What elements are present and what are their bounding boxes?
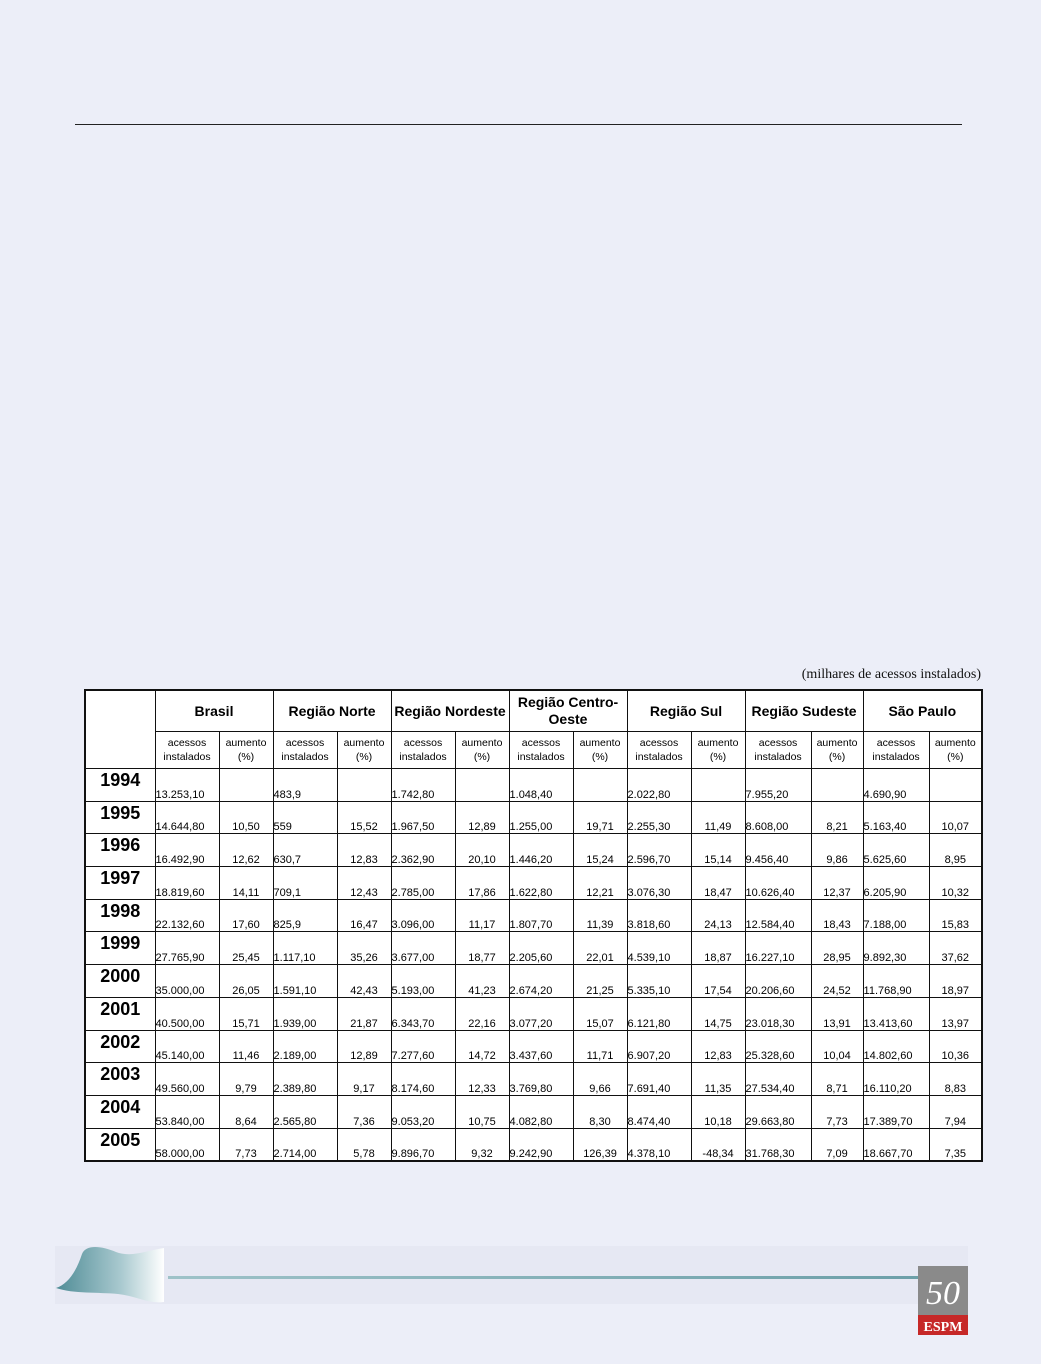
aumento-cell: 11,49 bbox=[691, 801, 745, 834]
aumento-cell: 15,71 bbox=[219, 997, 273, 1030]
aumento-cell: 21,25 bbox=[573, 965, 627, 998]
acessos-cell: 45.140,00 bbox=[155, 1030, 219, 1063]
logo-text: ESPM bbox=[923, 1320, 963, 1335]
aumento-cell: 10,07 bbox=[929, 801, 982, 834]
table-row bbox=[85, 965, 982, 998]
aumento-cell: 12,89 bbox=[337, 1030, 391, 1063]
aumento-cell: 17,86 bbox=[455, 867, 509, 900]
aumento-cell: 12,83 bbox=[691, 1030, 745, 1063]
footer-wave-icon bbox=[52, 1244, 168, 1306]
acessos-cell: 8.608,00 bbox=[745, 801, 811, 834]
table-row bbox=[85, 1063, 982, 1096]
subheader-acessos: acessos instalados bbox=[273, 732, 337, 769]
acessos-cell: 5.335,10 bbox=[627, 965, 691, 998]
acessos-cell: 4.539,10 bbox=[627, 932, 691, 965]
subheader-acessos: acessos instalados bbox=[627, 732, 691, 769]
table-row bbox=[85, 834, 982, 867]
acessos-cell: 27.534,40 bbox=[745, 1063, 811, 1096]
aumento-cell bbox=[455, 769, 509, 802]
aumento-cell: 26,05 bbox=[219, 965, 273, 998]
aumento-cell: 35,26 bbox=[337, 932, 391, 965]
acessos-cell: 709,1 bbox=[273, 867, 337, 900]
acessos-cell: 7.188,00 bbox=[863, 899, 929, 932]
region-header-row bbox=[85, 690, 982, 732]
year-cell: 1995 bbox=[85, 801, 155, 834]
aumento-cell: 22,01 bbox=[573, 932, 627, 965]
aumento-cell: 18,47 bbox=[691, 867, 745, 900]
acessos-cell: 16.492,90 bbox=[155, 834, 219, 867]
aumento-cell bbox=[811, 769, 863, 802]
aumento-cell: 7,35 bbox=[929, 1128, 982, 1161]
region-header: Região Sudeste bbox=[745, 690, 863, 732]
aumento-cell: 12,62 bbox=[219, 834, 273, 867]
acessos-cell: 4.378,10 bbox=[627, 1128, 691, 1161]
acessos-cell: 3.818,60 bbox=[627, 899, 691, 932]
subheader-aumento: aumento (%) bbox=[929, 732, 982, 769]
footer-band bbox=[55, 1246, 968, 1304]
acessos-cell: 1.939,00 bbox=[273, 997, 337, 1030]
acessos-cell: 14.802,60 bbox=[863, 1030, 929, 1063]
telephone-access-table bbox=[84, 689, 983, 1162]
year-cell: 1997 bbox=[85, 867, 155, 900]
acessos-cell: 7.277,60 bbox=[391, 1030, 455, 1063]
table-row bbox=[85, 1128, 982, 1161]
aumento-cell bbox=[573, 769, 627, 802]
aumento-cell: 8,30 bbox=[573, 1095, 627, 1128]
table-row bbox=[85, 769, 982, 802]
acessos-cell: 1.446,20 bbox=[509, 834, 573, 867]
aumento-cell: 8,71 bbox=[811, 1063, 863, 1096]
aumento-cell: 15,24 bbox=[573, 834, 627, 867]
aumento-cell: 126,39 bbox=[573, 1128, 627, 1161]
aumento-cell: 22,16 bbox=[455, 997, 509, 1030]
subheader-aumento: aumento (%) bbox=[455, 732, 509, 769]
aumento-cell: 7,94 bbox=[929, 1095, 982, 1128]
aumento-cell: 17,60 bbox=[219, 899, 273, 932]
region-header: Região Sul bbox=[627, 690, 745, 732]
acessos-cell: 18.819,60 bbox=[155, 867, 219, 900]
aumento-cell: 18,87 bbox=[691, 932, 745, 965]
subheader-acessos: acessos instalados bbox=[391, 732, 455, 769]
table-row bbox=[85, 997, 982, 1030]
aumento-cell: 8,21 bbox=[811, 801, 863, 834]
table-row bbox=[85, 899, 982, 932]
acessos-cell: 2.674,20 bbox=[509, 965, 573, 998]
region-header: Região Centro-Oeste bbox=[509, 690, 627, 732]
aumento-cell: 8,95 bbox=[929, 834, 982, 867]
year-cell: 2002 bbox=[85, 1030, 155, 1063]
acessos-cell: 483,9 bbox=[273, 769, 337, 802]
aumento-cell: 12,33 bbox=[455, 1063, 509, 1096]
acessos-cell: 53.840,00 bbox=[155, 1095, 219, 1128]
aumento-cell: 24,13 bbox=[691, 899, 745, 932]
acessos-cell: 2.565,80 bbox=[273, 1095, 337, 1128]
table-row bbox=[85, 867, 982, 900]
aumento-cell: 12,83 bbox=[337, 834, 391, 867]
acessos-cell: 9.053,20 bbox=[391, 1095, 455, 1128]
acessos-cell: 14.644,80 bbox=[155, 801, 219, 834]
acessos-cell: 1.742,80 bbox=[391, 769, 455, 802]
table-row bbox=[85, 1095, 982, 1128]
aumento-cell: 42,43 bbox=[337, 965, 391, 998]
acessos-cell: 1.591,10 bbox=[273, 965, 337, 998]
aumento-cell: 16,47 bbox=[337, 899, 391, 932]
aumento-cell bbox=[337, 769, 391, 802]
aumento-cell: 21,87 bbox=[337, 997, 391, 1030]
acessos-cell: 6.121,80 bbox=[627, 997, 691, 1030]
acessos-cell: 2.785,00 bbox=[391, 867, 455, 900]
acessos-cell: 3.769,80 bbox=[509, 1063, 573, 1096]
acessos-cell: 9.896,70 bbox=[391, 1128, 455, 1161]
subheader-acessos: acessos instalados bbox=[509, 732, 573, 769]
subheader-acessos: acessos instalados bbox=[745, 732, 811, 769]
units-note: (milhares de acessos instalados) bbox=[801, 667, 981, 682]
aumento-cell: 11,46 bbox=[219, 1030, 273, 1063]
acessos-cell: 2.389,80 bbox=[273, 1063, 337, 1096]
aumento-cell: 8,64 bbox=[219, 1095, 273, 1128]
subheader-aumento: aumento (%) bbox=[573, 732, 627, 769]
acessos-cell: 13.413,60 bbox=[863, 997, 929, 1030]
acessos-cell: 5.163,40 bbox=[863, 801, 929, 834]
aumento-cell: 18,97 bbox=[929, 965, 982, 998]
acessos-cell: 3.677,00 bbox=[391, 932, 455, 965]
header-rule bbox=[75, 124, 962, 125]
table-row bbox=[85, 932, 982, 965]
acessos-cell: 9.892,30 bbox=[863, 932, 929, 965]
acessos-cell: 25.328,60 bbox=[745, 1030, 811, 1063]
aumento-cell: 28,95 bbox=[811, 932, 863, 965]
year-cell: 2003 bbox=[85, 1063, 155, 1096]
aumento-cell: 5,78 bbox=[337, 1128, 391, 1161]
subheader-aumento: aumento (%) bbox=[691, 732, 745, 769]
acessos-cell: 11.768,90 bbox=[863, 965, 929, 998]
acessos-cell: 17.389,70 bbox=[863, 1095, 929, 1128]
table-body bbox=[85, 769, 982, 1161]
aumento-cell: 7,73 bbox=[219, 1128, 273, 1161]
acessos-cell: 2.022,80 bbox=[627, 769, 691, 802]
aumento-cell: -48,34 bbox=[691, 1128, 745, 1161]
acessos-cell: 2.714,00 bbox=[273, 1128, 337, 1161]
year-cell: 1998 bbox=[85, 899, 155, 932]
aumento-cell bbox=[691, 769, 745, 802]
aumento-cell: 18,77 bbox=[455, 932, 509, 965]
aumento-cell: 15,52 bbox=[337, 801, 391, 834]
acessos-cell: 13.253,10 bbox=[155, 769, 219, 802]
acessos-cell: 2.189,00 bbox=[273, 1030, 337, 1063]
aumento-cell: 37,62 bbox=[929, 932, 982, 965]
footer-line bbox=[168, 1276, 928, 1279]
acessos-cell: 2.362,90 bbox=[391, 834, 455, 867]
year-cell: 2000 bbox=[85, 965, 155, 998]
aumento-cell: 24,52 bbox=[811, 965, 863, 998]
aumento-cell: 10,18 bbox=[691, 1095, 745, 1128]
subheader-acessos: acessos instalados bbox=[155, 732, 219, 769]
aumento-cell: 10,04 bbox=[811, 1030, 863, 1063]
acessos-cell: 18.667,70 bbox=[863, 1128, 929, 1161]
aumento-cell: 11,71 bbox=[573, 1030, 627, 1063]
aumento-cell: 14,11 bbox=[219, 867, 273, 900]
aumento-cell: 10,75 bbox=[455, 1095, 509, 1128]
aumento-cell: 12,21 bbox=[573, 867, 627, 900]
region-header: Brasil bbox=[155, 690, 273, 732]
aumento-cell: 25,45 bbox=[219, 932, 273, 965]
aumento-cell: 14,72 bbox=[455, 1030, 509, 1063]
year-cell: 1996 bbox=[85, 834, 155, 867]
aumento-cell: 9,86 bbox=[811, 834, 863, 867]
year-cell: 1999 bbox=[85, 932, 155, 965]
year-cell: 2004 bbox=[85, 1095, 155, 1128]
acessos-cell: 3.077,20 bbox=[509, 997, 573, 1030]
aumento-cell: 7,36 bbox=[337, 1095, 391, 1128]
acessos-cell: 49.560,00 bbox=[155, 1063, 219, 1096]
year-cell: 2001 bbox=[85, 997, 155, 1030]
acessos-cell: 630,7 bbox=[273, 834, 337, 867]
acessos-cell: 16.227,10 bbox=[745, 932, 811, 965]
table-row bbox=[85, 1030, 982, 1063]
acessos-cell: 1.967,50 bbox=[391, 801, 455, 834]
aumento-cell: 12,37 bbox=[811, 867, 863, 900]
acessos-cell: 6.205,90 bbox=[863, 867, 929, 900]
aumento-cell: 15,14 bbox=[691, 834, 745, 867]
aumento-cell: 18,43 bbox=[811, 899, 863, 932]
aumento-cell: 10,32 bbox=[929, 867, 982, 900]
acessos-cell: 7.955,20 bbox=[745, 769, 811, 802]
acessos-cell: 7.691,40 bbox=[627, 1063, 691, 1096]
aumento-cell: 11,35 bbox=[691, 1063, 745, 1096]
acessos-cell: 2.205,60 bbox=[509, 932, 573, 965]
acessos-cell: 825,9 bbox=[273, 899, 337, 932]
aumento-cell: 13,91 bbox=[811, 997, 863, 1030]
acessos-cell: 8.474,40 bbox=[627, 1095, 691, 1128]
aumento-cell: 10,36 bbox=[929, 1030, 982, 1063]
aumento-cell: 12,89 bbox=[455, 801, 509, 834]
acessos-cell: 6.907,20 bbox=[627, 1030, 691, 1063]
aumento-cell: 12,43 bbox=[337, 867, 391, 900]
subheader-aumento: aumento (%) bbox=[337, 732, 391, 769]
acessos-cell: 3.096,00 bbox=[391, 899, 455, 932]
acessos-cell: 58.000,00 bbox=[155, 1128, 219, 1161]
aumento-cell: 7,09 bbox=[811, 1128, 863, 1161]
aumento-cell: 7,73 bbox=[811, 1095, 863, 1128]
year-cell: 2005 bbox=[85, 1128, 155, 1161]
acessos-cell: 2.255,30 bbox=[627, 801, 691, 834]
acessos-cell: 1.255,00 bbox=[509, 801, 573, 834]
aumento-cell: 11,39 bbox=[573, 899, 627, 932]
acessos-cell: 16.110,20 bbox=[863, 1063, 929, 1096]
region-header: São Paulo bbox=[863, 690, 982, 732]
region-header: Região Nordeste bbox=[391, 690, 509, 732]
table-row bbox=[85, 801, 982, 834]
acessos-cell: 3.076,30 bbox=[627, 867, 691, 900]
aumento-cell: 11,17 bbox=[455, 899, 509, 932]
subheader-acessos: acessos instalados bbox=[863, 732, 929, 769]
acessos-cell: 10.626,40 bbox=[745, 867, 811, 900]
aumento-cell: 15,83 bbox=[929, 899, 982, 932]
acessos-cell: 4.082,80 bbox=[509, 1095, 573, 1128]
subheader-aumento: aumento (%) bbox=[219, 732, 273, 769]
acessos-cell: 1.048,40 bbox=[509, 769, 573, 802]
year-cell: 1994 bbox=[85, 769, 155, 802]
aumento-cell: 14,75 bbox=[691, 997, 745, 1030]
aumento-cell: 17,54 bbox=[691, 965, 745, 998]
aumento-cell: 13,97 bbox=[929, 997, 982, 1030]
acessos-cell: 5.193,00 bbox=[391, 965, 455, 998]
aumento-cell: 9,79 bbox=[219, 1063, 273, 1096]
acessos-cell: 8.174,60 bbox=[391, 1063, 455, 1096]
acessos-cell: 5.625,60 bbox=[863, 834, 929, 867]
acessos-cell: 3.437,60 bbox=[509, 1030, 573, 1063]
region-header: Região Norte bbox=[273, 690, 391, 732]
acessos-cell: 31.768,30 bbox=[745, 1128, 811, 1161]
acessos-cell: 1.807,70 bbox=[509, 899, 573, 932]
acessos-cell: 35.000,00 bbox=[155, 965, 219, 998]
acessos-cell: 22.132,60 bbox=[155, 899, 219, 932]
acessos-cell: 23.018,30 bbox=[745, 997, 811, 1030]
aumento-cell bbox=[219, 769, 273, 802]
acessos-cell: 559 bbox=[273, 801, 337, 834]
acessos-cell: 20.206,60 bbox=[745, 965, 811, 998]
logo-mark: 50 bbox=[926, 1275, 960, 1312]
corner-cell bbox=[85, 690, 155, 769]
aumento-cell: 9,32 bbox=[455, 1128, 509, 1161]
acessos-cell: 2.596,70 bbox=[627, 834, 691, 867]
aumento-cell: 10,50 bbox=[219, 801, 273, 834]
aumento-cell: 15,07 bbox=[573, 997, 627, 1030]
subheader-aumento: aumento (%) bbox=[811, 732, 863, 769]
acessos-cell: 9.242,90 bbox=[509, 1128, 573, 1161]
acessos-cell: 9.456,40 bbox=[745, 834, 811, 867]
aumento-cell: 9,17 bbox=[337, 1063, 391, 1096]
acessos-cell: 29.663,80 bbox=[745, 1095, 811, 1128]
acessos-cell: 6.343,70 bbox=[391, 997, 455, 1030]
acessos-cell: 1.622,80 bbox=[509, 867, 573, 900]
acessos-cell: 12.584,40 bbox=[745, 899, 811, 932]
aumento-cell: 19,71 bbox=[573, 801, 627, 834]
acessos-cell: 4.690,90 bbox=[863, 769, 929, 802]
aumento-cell bbox=[929, 769, 982, 802]
aumento-cell: 8,83 bbox=[929, 1063, 982, 1096]
acessos-cell: 40.500,00 bbox=[155, 997, 219, 1030]
subheader-row bbox=[85, 732, 982, 769]
acessos-cell: 1.117,10 bbox=[273, 932, 337, 965]
aumento-cell: 9,66 bbox=[573, 1063, 627, 1096]
acessos-cell: 27.765,90 bbox=[155, 932, 219, 965]
aumento-cell: 20,10 bbox=[455, 834, 509, 867]
aumento-cell: 41,23 bbox=[455, 965, 509, 998]
espm-logo-icon bbox=[918, 1266, 968, 1336]
